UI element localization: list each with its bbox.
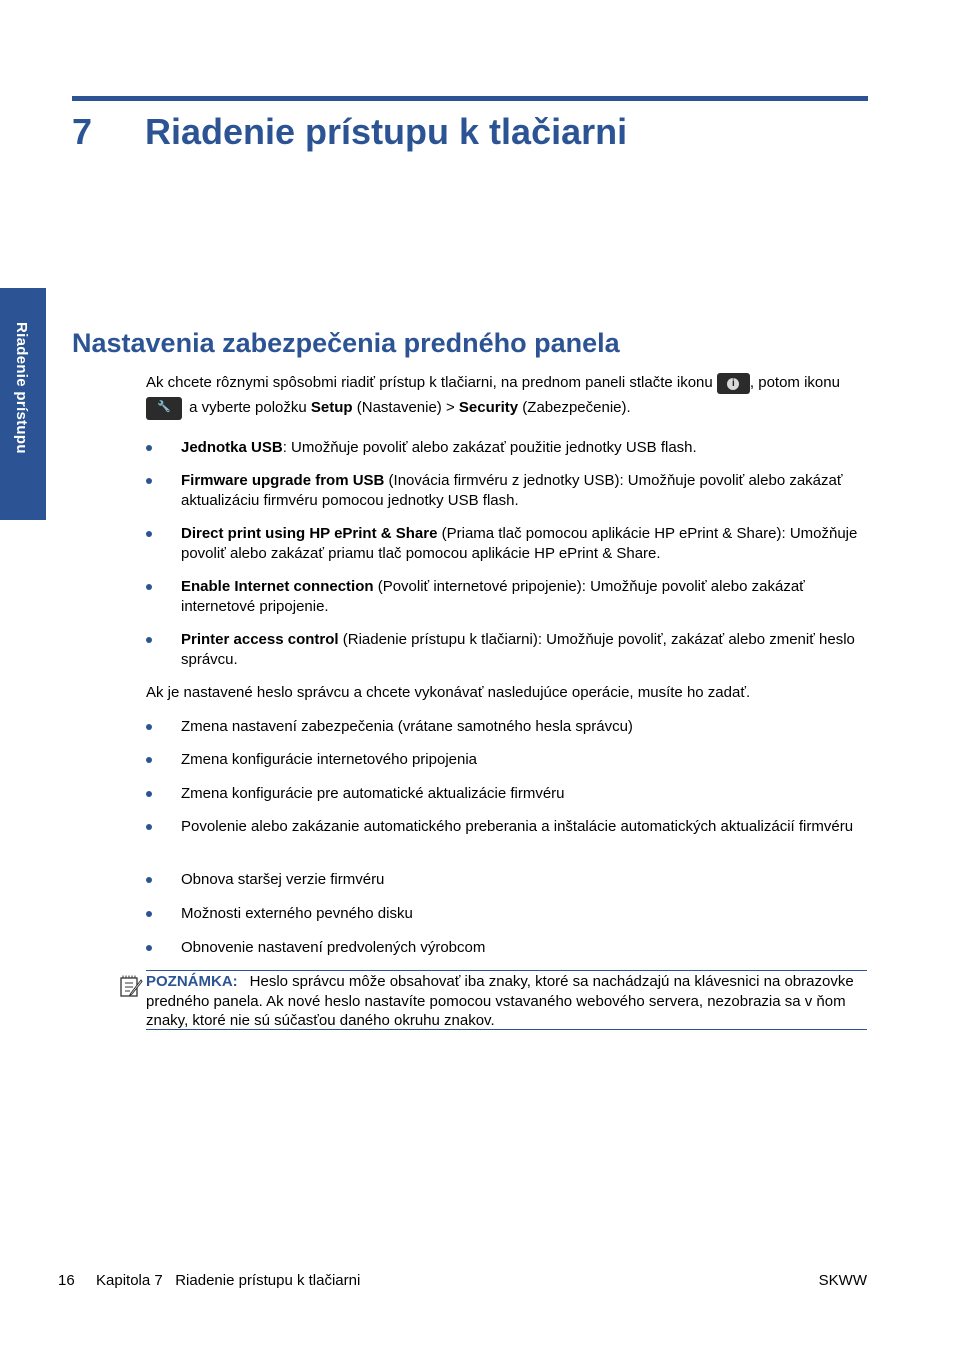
setting-desc: (Inovácia firmvéru z jednotky USB): Umožňuje povoliť alebo zakázať aktualizáciu firmvéru pomocou jednotky USB flash. <box>181 472 843 509</box>
list-item <box>146 577 871 616</box>
chapter-top-rule <box>72 96 868 101</box>
chapter-title <box>72 108 627 156</box>
bullet-mark <box>146 757 152 763</box>
wrench-icon <box>146 397 182 420</box>
list-item <box>146 524 871 563</box>
bullet-mark <box>146 637 152 643</box>
list-item <box>146 938 871 958</box>
list-item <box>146 750 871 770</box>
section-heading: Nastavenia zabezpečenia predného panela <box>72 328 620 358</box>
note-top-rule <box>146 970 867 971</box>
setting-name: Enable Internet connection <box>181 578 374 595</box>
intro-part1: Ak chcete rôznymi spôsobmi riadiť prístup k tlačiarni, na prednom paneli stlačte ikonu <box>146 374 713 391</box>
list-item-text <box>181 577 871 616</box>
setting-desc: : Umožňuje povoliť alebo zakázať použitie jednotky USB flash. <box>282 439 697 456</box>
list-item-text: Zmena konfigurácie pre automatické aktualizácie firmvéru <box>181 785 565 802</box>
list-item-text: Možnosti externého pevného disku <box>181 905 413 922</box>
list-item-text: Povolenie alebo zakázanie automatického preberania a inštalácie automatických aktualizácií firmvéru <box>181 818 854 835</box>
setup-label: Setup <box>310 399 353 416</box>
bullet-mark <box>146 791 152 797</box>
list-item <box>146 817 871 837</box>
list-item-text <box>181 630 871 669</box>
chapter-number: 7 <box>72 111 93 152</box>
note-bottom-rule <box>146 1029 867 1030</box>
security-label: Security <box>458 399 519 416</box>
list-item-text: Obnovenie nastavení predvolených výrobcom <box>181 939 486 956</box>
intro-paragraph <box>146 370 876 420</box>
list-item-text: Zmena nastavení zabezpečenia (vrátane samotného hesla správcu) <box>181 718 633 735</box>
bullet-mark <box>146 445 152 451</box>
bullet-mark <box>146 724 152 730</box>
setting-desc: (Riadenie prístupu k tlačiarni): Umožňuje povoliť, zakázať alebo zmeniť heslo správcu. <box>181 631 855 668</box>
list-item-text <box>181 524 871 563</box>
bullet-mark <box>146 911 152 917</box>
note-block <box>146 972 868 1031</box>
page-number: 16 <box>58 1272 75 1289</box>
chapter-title-text: Riadenie prístupu k tlačiarni <box>145 111 628 152</box>
note-icon <box>119 974 143 998</box>
info-icon <box>717 373 750 394</box>
bullet-mark <box>146 824 152 830</box>
side-tab <box>0 288 46 520</box>
password-paragraph: Ak je nastavené heslo správcu a chcete vykonávať nasledujúce operácie, musíte ho zadať. <box>146 684 751 701</box>
list-item <box>146 630 871 669</box>
setting-name: Printer access control <box>181 631 339 648</box>
footer-chapter-ref: Kapitola 7 Riadenie prístupu k tlačiarni <box>96 1272 361 1289</box>
bullet-mark <box>146 478 152 484</box>
list-item <box>146 904 871 924</box>
intro-part3: a vyberte položku <box>189 399 307 416</box>
side-tab-label: Riadenie prístupu <box>13 322 30 454</box>
security-rest: (Zabezpečenie). <box>522 399 631 416</box>
bullet-mark <box>146 584 152 590</box>
note-text: Heslo správcu môže obsahovať iba znaky, ktoré sa nachádzajú na klávesnici na obrazovke predného panela. Ak nové heslo nastavíte pomocou vstavaného webového servera, nezobrazia sa v ňom znaky, ktoré nie sú súčasťou daného okruhu znakov. <box>146 973 854 1029</box>
intro-part2: , potom ikonu <box>749 374 840 391</box>
setting-name: Jednotka USB <box>181 439 283 456</box>
bullet-mark <box>146 945 152 951</box>
footer-language-code: SKWW <box>818 1272 867 1289</box>
list-item <box>146 438 871 458</box>
list-item-text <box>181 471 871 510</box>
list-item <box>146 784 871 804</box>
list-item-text: Zmena konfigurácie internetového pripojenia <box>181 751 478 768</box>
list-item-text <box>181 438 871 458</box>
setting-desc: (Priama tlač pomocou aplikácie HP ePrint & Share): Umožňuje povoliť alebo zakázať priamu tlač pomocou aplikácie HP ePrint & Share. <box>181 525 858 562</box>
setting-name: Firmware upgrade from USB <box>181 472 385 489</box>
note-label: POZNÁMKA: <box>146 973 238 990</box>
list-item <box>146 717 871 737</box>
setup-rest: (Nastavenie) > <box>356 399 455 416</box>
list-item <box>146 870 871 890</box>
wrench-icon-glyph: 🔧 <box>157 400 171 413</box>
setting-desc: (Povoliť internetové pripojenie): Umožňuje povoliť alebo zakázať internetové pripojenie. <box>181 578 805 615</box>
list-item-text: Obnova staršej verzie firmvéru <box>181 871 385 888</box>
bullet-mark <box>146 531 152 537</box>
info-icon-glyph: i <box>727 378 739 390</box>
bullet-mark <box>146 877 152 883</box>
setting-name: Direct print using HP ePrint & Share <box>181 525 438 542</box>
list-item <box>146 471 871 510</box>
